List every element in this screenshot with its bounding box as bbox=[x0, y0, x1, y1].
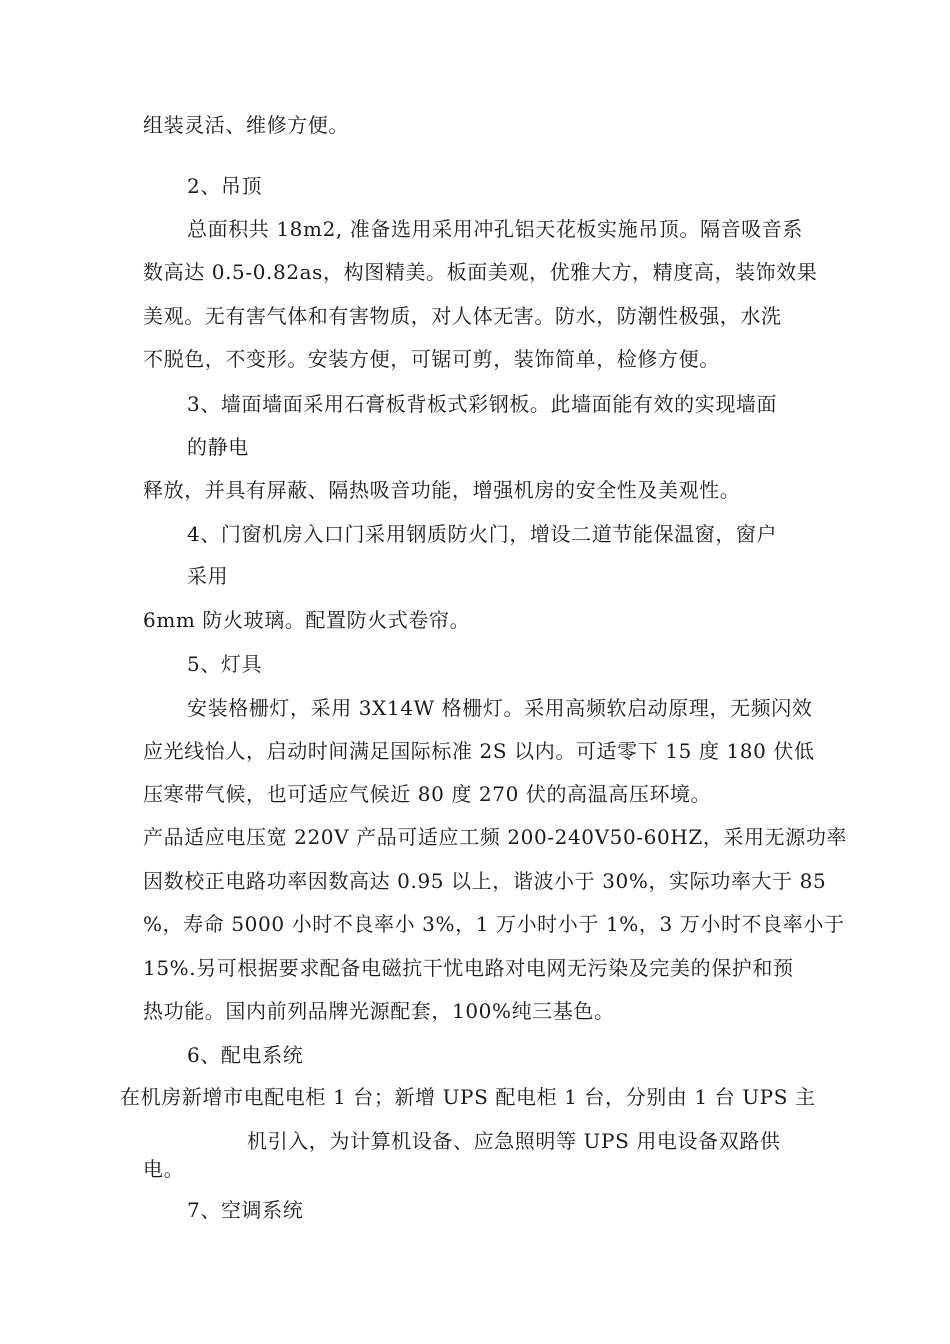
section-heading-doors-windows: 4、门窗机房入口门采用钢质防火门，增设二道节能保温窗，窗户 bbox=[187, 522, 778, 546]
section-heading-lighting: 5、灯具 bbox=[187, 652, 263, 676]
paragraph-line: 释放，并具有屏蔽、隔热吸音功能，增强机房的安全性及美观性。 bbox=[143, 478, 741, 502]
paragraph-line: 数高达 0.5-0.82as，构图精美。板面美观，优雅大方，精度高，装饰效果 bbox=[143, 260, 818, 284]
paragraph-line: 压寒带气候，也可适应气候近 80 度 270 伏的高温高压环境。 bbox=[143, 782, 712, 806]
paragraph-line: 组装灵活、维修方便。 bbox=[143, 113, 349, 137]
paragraph-line: 6mm 防火玻璃。配置防火式卷帘。 bbox=[143, 608, 471, 632]
paragraph-line: %，寿命 5000 小时不良率小 3%，1 万小时小于 1%，3 万小时不良率小于 bbox=[143, 912, 845, 936]
paragraph-line: 的静电 bbox=[187, 435, 249, 459]
paragraph-line: 美观。无有害气体和有害物质，对人体无害。防水，防潮性极强，水洗 bbox=[143, 304, 782, 328]
paragraph-line: 15%.另可根据要求配备电磁抗干忧电路对电网无污染及完美的保护和预 bbox=[143, 956, 794, 980]
paragraph-line: 安装格栅灯，采用 3X14W 格栅灯。采用高频软启动原理，无频闪效 bbox=[187, 696, 813, 720]
section-heading-wall: 3、墙面墙面采用石膏板背板式彩钢板。此墙面能有效的实现墙面 bbox=[187, 392, 778, 416]
section-heading-power-distribution: 6、配电系统 bbox=[187, 1043, 304, 1067]
paragraph-line: 热功能。国内前列品牌光源配套，100%纯三基色。 bbox=[143, 999, 615, 1023]
paragraph-line: 采用 bbox=[187, 564, 229, 588]
paragraph-line: 应光线怡人，启动时间满足国际标准 2S 以内。可适零下 15 度 180 伏低 bbox=[143, 739, 815, 763]
paragraph-line: 总面积共 18m2, 准备选用采用冲孔铝天花板实施吊顶。隔音吸音系 bbox=[187, 217, 804, 241]
paragraph-line: 因数校正电路功率因数高达 0.95 以上，谐波小于 30%，实际功率大于 85 bbox=[143, 869, 827, 893]
section-heading-air-conditioning: 7、空调系统 bbox=[187, 1198, 304, 1222]
paragraph-line: 机引入，为计算机设备、应急照明等 UPS 用电设备双路供 bbox=[247, 1129, 781, 1153]
paragraph-line: 不脱色，不变形。安装方便，可锯可剪，装饰简单，检修方便。 bbox=[143, 347, 720, 371]
section-heading-ceiling: 2、吊顶 bbox=[187, 174, 263, 198]
paragraph-line: 电。 bbox=[143, 1157, 185, 1181]
paragraph-line: 产品适应电压宽 220V 产品可适应工频 200-240V50-60HZ，采用无源功率 bbox=[143, 825, 848, 849]
paragraph-line: 在机房新增市电配电柜 1 台；新增 UPS 配电柜 1 台，分别由 1 台 UPS 主 bbox=[120, 1085, 816, 1109]
